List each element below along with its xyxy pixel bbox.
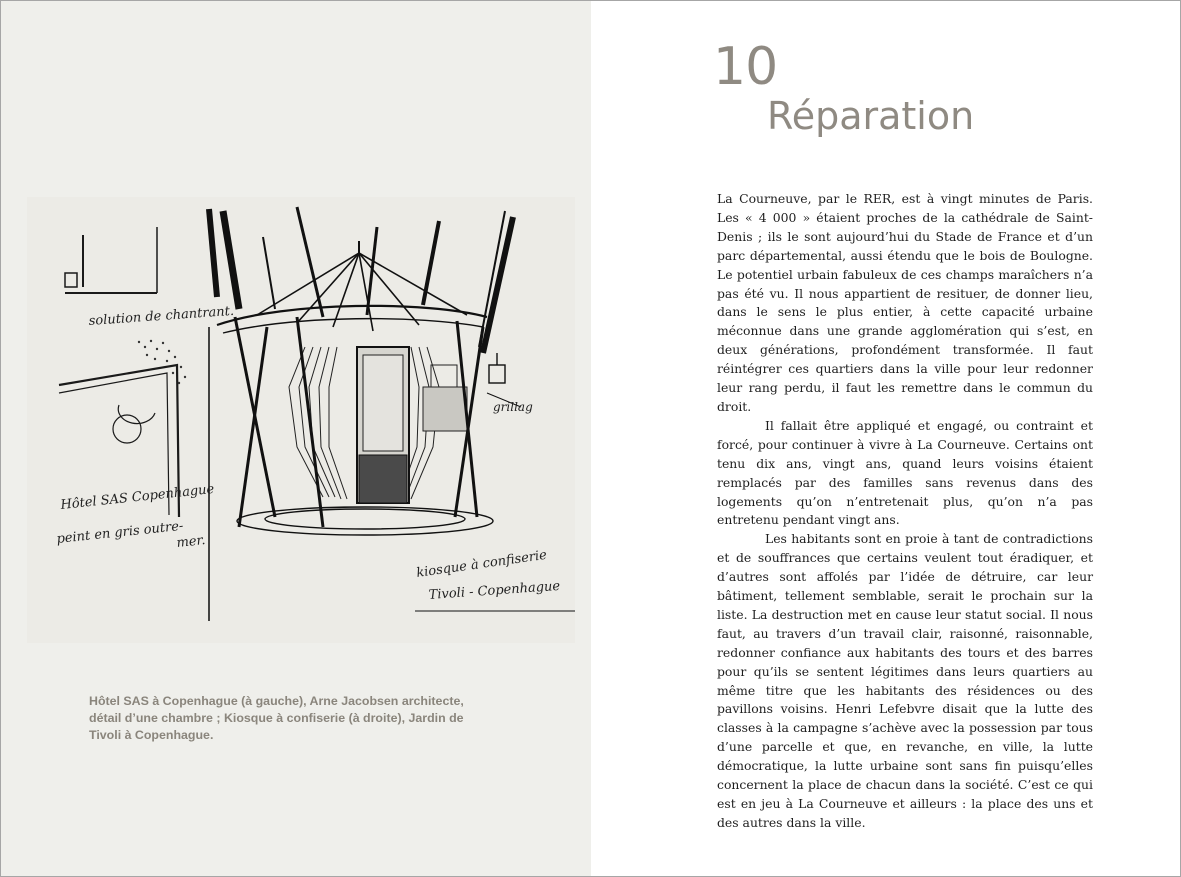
paragraph: Les habitants sont en proie à tant de contradictions et de souffrances que certains veulent tout éradiquer, et d’autres sont affolés par l’idée de détruire, car leur bâtiment, tellement semblable, serait le prochain sur la liste. La destruction met en cause leur statut social. Il nous faut, au travers d’un travail clair, raisonné, raisonnable, redonner confiance aux habitants des tours et des barres pour qu’ils se sentent légitimes dans leurs quartiers au même titre que les habitants des résidences ou des pavillons voisins. Henri Lefebvre disait que la lutte des classes à la campagne s’achève avec la possession par tous d’une parcelle et que, en revanche, en ville, la lutte démocratique, la lutte urbaine sont sans fin puisqu’elles concernent la place de chacun dans la société. C’est ce qui est en jeu à La Courneuve et ailleurs : la place des uns et des autres dans la ville. bbox=[717, 531, 1093, 830]
annotation-chantrant: solution de chantrant. bbox=[88, 303, 235, 329]
annotation-kiosque-line2: Tivoli - Copenhague bbox=[428, 578, 561, 603]
figure-caption: Hôtel SAS à Copenhague (à gauche), Arne Jacobsen architecte, détail d’une chambre ; Kiosque à confiserie (à droite), Jardin de Tivoli à Copenhague. bbox=[89, 694, 464, 742]
annotation-hotel-line3: mer. bbox=[175, 533, 207, 551]
paragraph: Il fallait être appliqué et engagé, ou contraint et forcé, pour continuer à vivre à La Courneuve. Certains ont tenu dix ans, vingt ans, quand leurs voisins étaient remplacés par des familles sans revenus dans des logements qu’on n’entretenait plus, qu’on n’a pas entretenu pendant vingt ans. bbox=[717, 417, 1093, 528]
annotation-kiosque-line1: kiosque à confiserie bbox=[415, 547, 548, 581]
annotation-grillage: grillag bbox=[493, 400, 533, 414]
architectural-sketch bbox=[27, 197, 575, 643]
chapter-number: 10 bbox=[713, 37, 778, 97]
kiosk-sketch-drawing bbox=[27, 197, 575, 643]
left-page bbox=[1, 1, 591, 876]
chapter-title: Réparation bbox=[767, 94, 975, 138]
chapter-body bbox=[717, 190, 1093, 833]
annotation-hotel-line2: peint en gris outre- bbox=[55, 518, 185, 547]
right-page bbox=[591, 1, 1180, 876]
annotation-hotel-line1: Hôtel SAS Copenhague bbox=[59, 481, 215, 513]
paragraph: La Courneuve, par le RER, est à vingt minutes de Paris. Les « 4 000 » étaient proches de la cathédrale de Saint-Denis ; ils le sont aujourd’hui du Stade de France et d’un parc départemental, aussi étendu que le bois de Boulogne. Le potentiel urbain fabuleux de ces champs maraîchers n’a pas été vu. Il nous appartient de resituer, de donner lieu, dans le sens le plus entier, à cette capacité urbaine méconnue dans une grande agglomération qui s’est, en deux générations, profondément transformée. Il faut réintégrer ces quartiers dans la ville pour leur redonner leur rang perdu, il faut les remettre dans le commun du droit. bbox=[717, 191, 1093, 414]
